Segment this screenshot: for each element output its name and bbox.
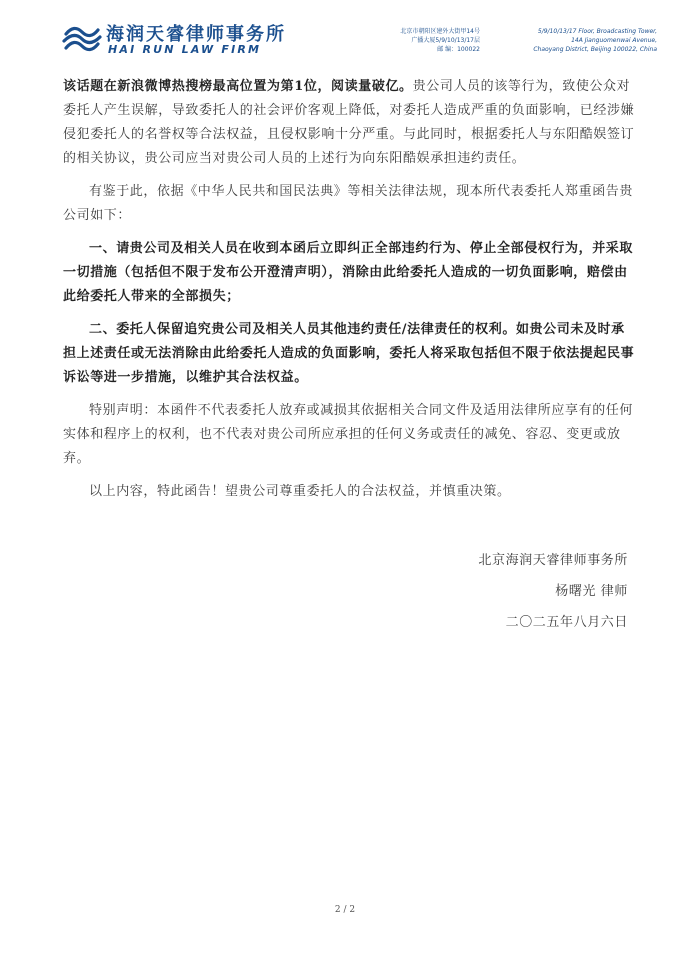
letter-body [63, 75, 638, 513]
signature-firm: 北京海润天睿律师事务所 [478, 553, 628, 568]
address-en-line: 5/9/10/13/17 Floor, Broadcasting Tower, [537, 28, 657, 35]
signature-date: 二〇二五年八月六日 [505, 615, 628, 630]
waves-logo-icon [62, 22, 102, 54]
address-cn-line: 邮 编：100022 [437, 46, 480, 53]
paragraph-2: 有鉴于此，依据《中华人民共和国民法典》等相关法律法规，现本所代表委托人郑重函告贵公司如下： [63, 184, 634, 223]
signature-block [478, 545, 628, 638]
paragraph-1-bold: 该话题在新浪微博热搜榜最高位置为第1位，阅读量破亿。 [63, 79, 413, 94]
paragraph-1-rest: 贵公司人员的该等行为，致使公众对委托人产生误解，导致委托人的社会评价客观上降低，对委托人造成严重的负面影响，已经涉嫌侵犯委托人的名誉权等合法权益，且侵权影响十分严重。与此同时，根据委托人与东阳酷娱签订的相关协议，贵公司应当对贵公司人员的上述行为向东阳酷娱承担违约责任。 [63, 79, 635, 166]
page-number: 2 / 2 [334, 905, 356, 915]
firm-name-cn: 海润天睿律师事务所 [106, 24, 286, 45]
closing-line: 以上内容，特此函告！望贵公司尊重委托人的合法权益，并慎重决策。 [89, 484, 511, 499]
demand-item-1: 一、请贵公司及相关人员在收到本函后立即纠正全部违约行为、停止全部侵权行为，并采取一切措施（包括但不限于发布公开澄清声明），消除由此给委托人造成的一切负面影响，赔偿由此给委托人带来的全部损失； [63, 241, 634, 304]
letterhead [0, 0, 690, 70]
address-en [487, 27, 657, 54]
address-cn-line: 北京市朝阳区建外大街甲14号 [400, 28, 480, 35]
special-statement: 特别声明：本函件不代表委托人放弃或减损其依据相关合同文件及适用法律所应享有的任何实体和程序上的权利，也不代表对贵公司所应承担的任何义务或责任的减免、容忍、变更或放弃。 [63, 403, 634, 466]
paragraph-1 [63, 75, 638, 171]
signature-lawyer: 杨曙光 律师 [555, 584, 628, 599]
address-en-line: 14A Jianguomenwai Avenue, [571, 37, 657, 44]
address-cn-line: 广播大厦5/9/10/13/17层 [411, 37, 480, 44]
address-cn [400, 27, 480, 54]
address-en-line: Chaoyang District, Beijing 100022, China [533, 46, 657, 53]
demand-item-2: 二、委托人保留追究贵公司及相关人员其他违约责任/法律责任的权利。如贵公司未及时承担上述责任或无法消除由此给委托人造成的负面影响，委托人将采取包括但不限于依法提起民事诉讼等进一步措施，以维护其合法权益。 [63, 322, 635, 385]
firm-name-en: HAI RUN LAW FIRM [108, 43, 262, 56]
